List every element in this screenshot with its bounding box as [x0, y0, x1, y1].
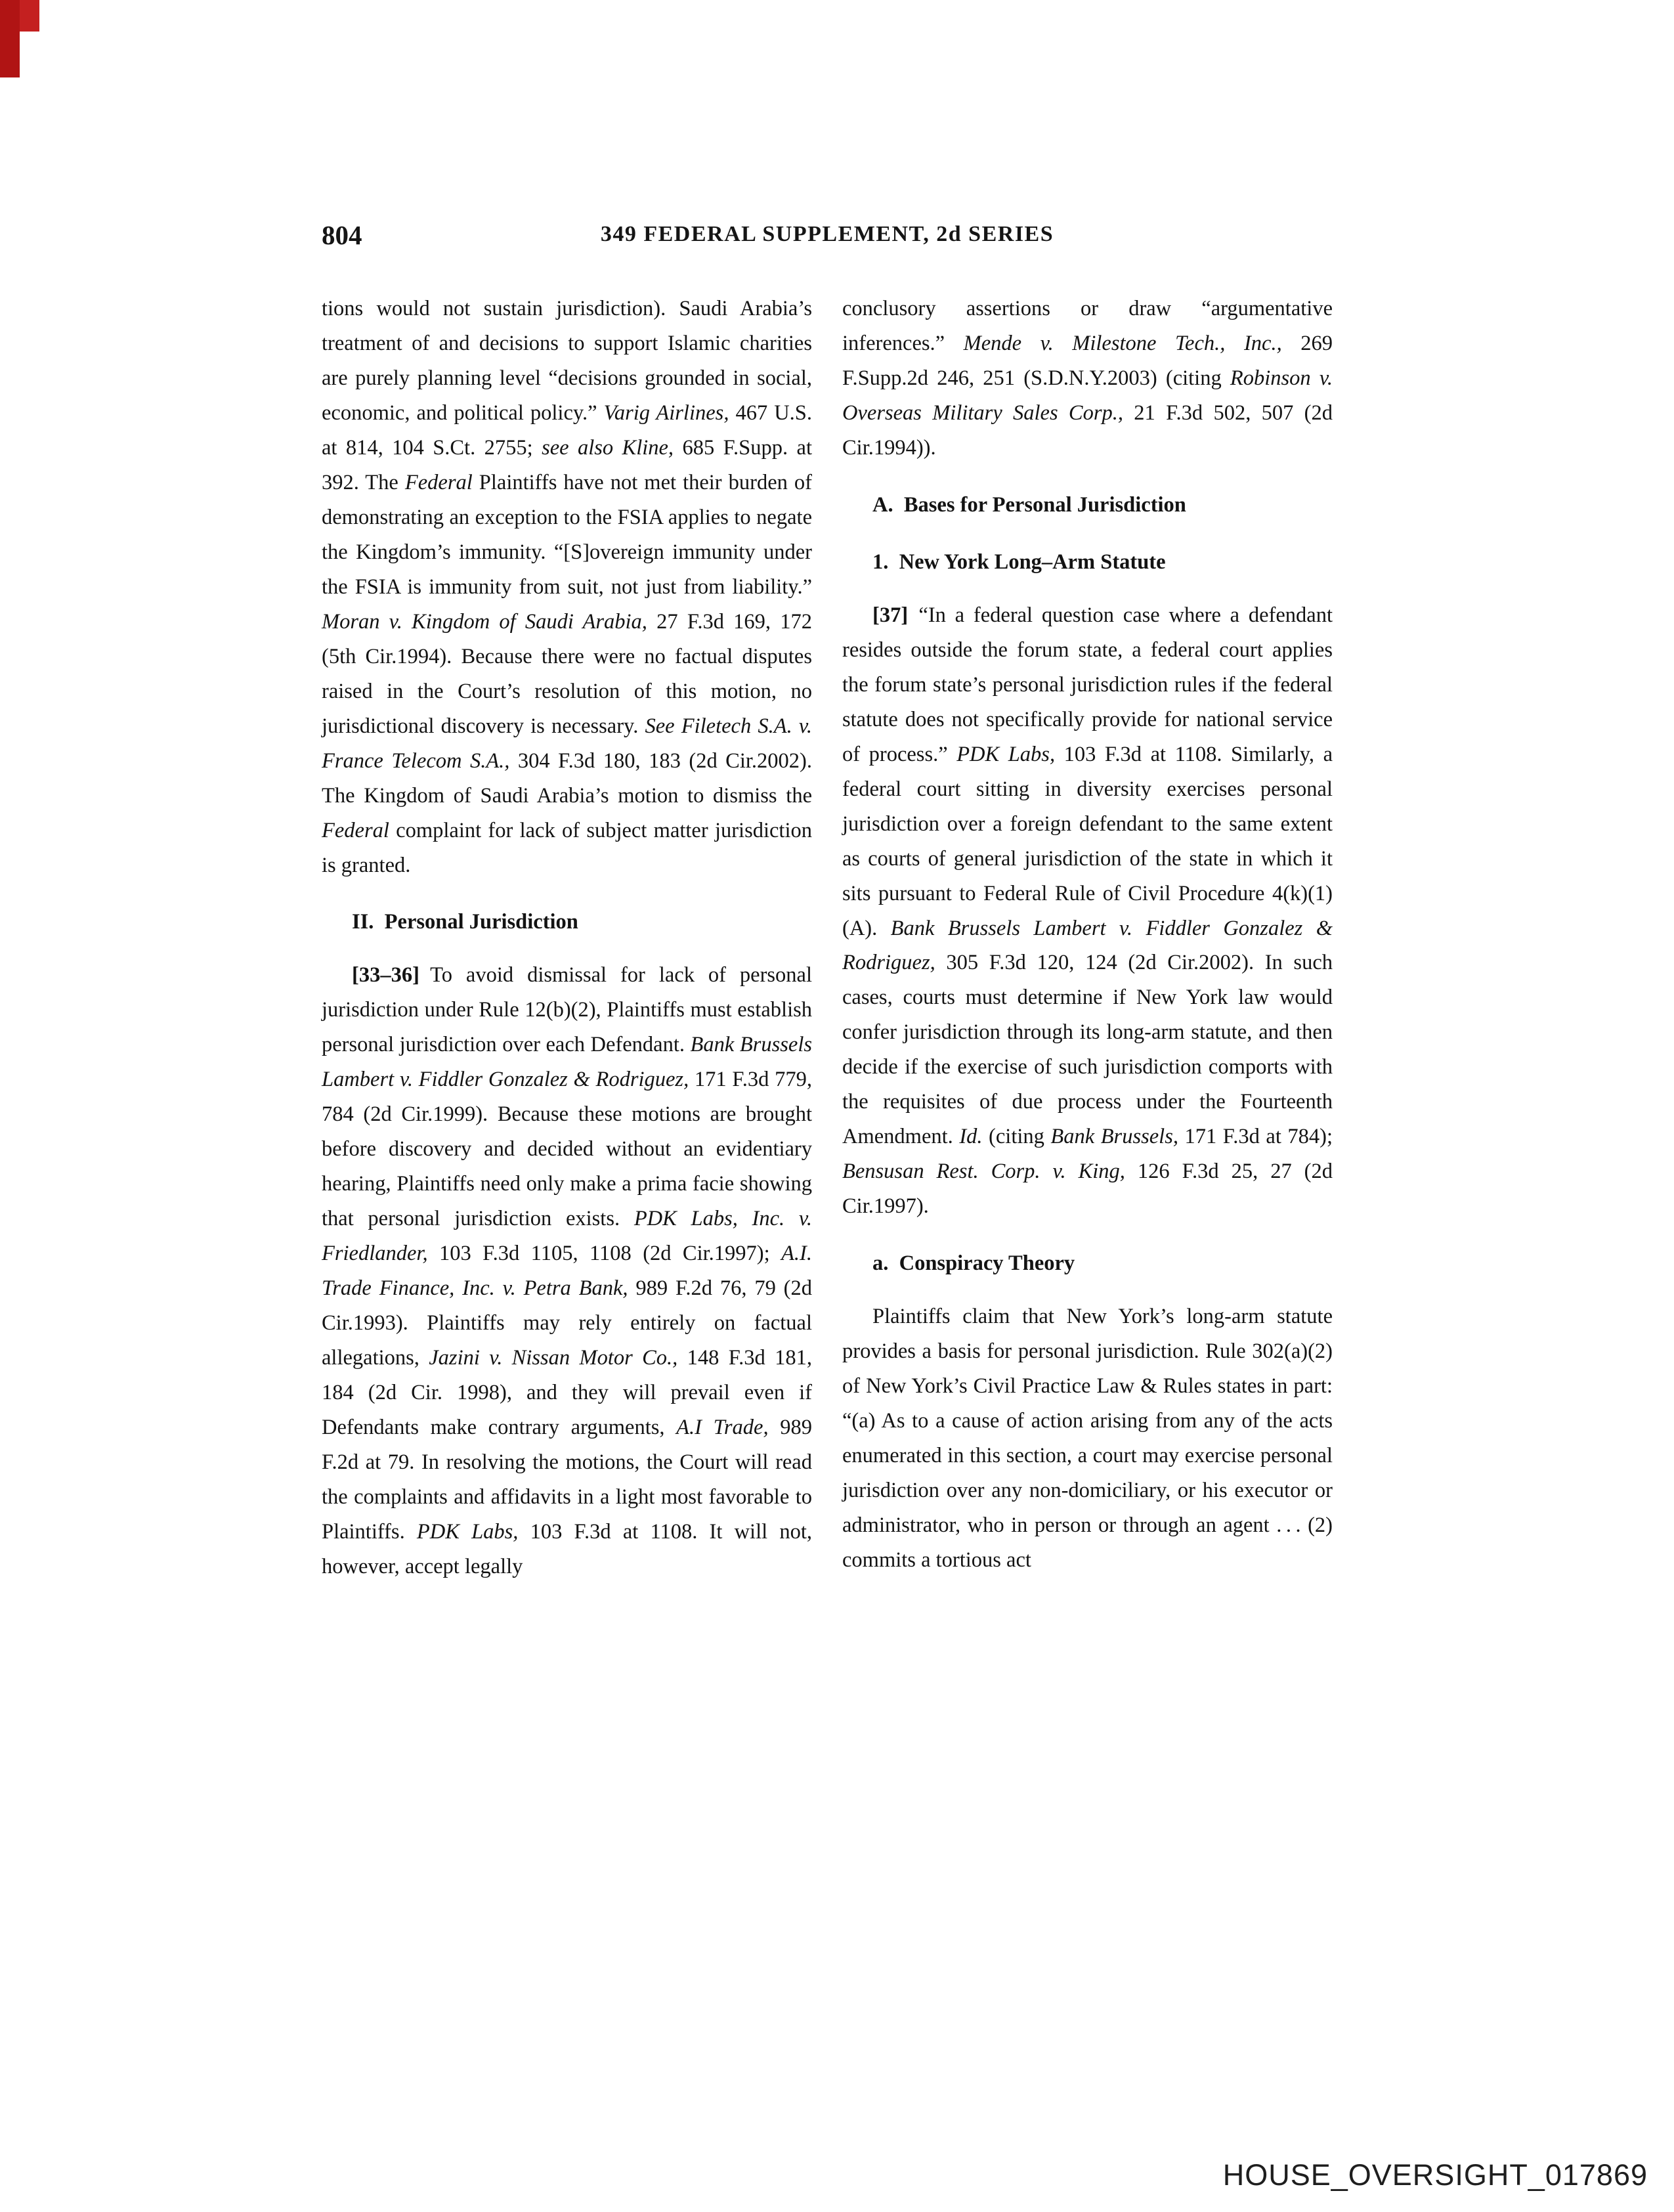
text-run: complaint for lack of subject matter jurisdiction is granted.: [322, 818, 812, 877]
paragraph: [322, 292, 812, 882]
text-run: To avoid dismissal for lack of personal jurisdiction under Rule 12(b)(2), Plaintiffs must establish personal jurisdiction over each Defendant.: [322, 963, 812, 1057]
section-heading: [872, 545, 1333, 580]
text-run: see also Kline,: [542, 435, 674, 460]
text-run: Varig Airlines,: [603, 401, 729, 425]
right-column: [842, 292, 1333, 1578]
text-run: conclusory assertions or draw “argumentative inferences.”: [842, 297, 1333, 355]
text-run: “In a federal question case where a defendant resides outside the forum state, a federal court applies the forum state’s personal jurisdiction rules if the federal statute does not specifically provide for national service of process.”: [842, 603, 1333, 766]
paragraph: [842, 292, 1333, 466]
text-run: 148 F.3d 181, 184 (2d Cir. 1998), and they will prevail even if Defendants make contrary arguments,: [322, 1346, 812, 1440]
text-run: 1. New York Long–Arm Statute: [872, 550, 1166, 574]
text-run: 27 F.3d 169, 172 (5th Cir.1994). Because there were no factual disputes raised in the Court’s resolution of this motion, no jurisdictional discovery is necessary.: [322, 609, 812, 738]
text-run: Mende v. Milestone Tech., Inc.,: [963, 331, 1282, 355]
text-run: 989 F.2d 76, 79 (2d Cir.1993). Plaintiffs may rely entirely on factual allegations,: [322, 1276, 812, 1370]
text-run: 126 F.3d 25, 27 (2d Cir.1997).: [842, 1160, 1333, 1219]
text-run: PDK Labs, Inc. v. Friedlander,: [322, 1207, 812, 1266]
text-run: [37]: [872, 603, 909, 627]
text-run: Bank Brussels Lambert v. Fiddler Gonzalez & Rodriguez,: [842, 916, 1333, 975]
text-run: Robinson v. Overseas Military Sales Corp.,: [842, 366, 1333, 425]
page-header: [322, 219, 1333, 252]
text-run: A.I Trade,: [676, 1416, 769, 1440]
section-heading: [872, 1246, 1333, 1281]
text-run: 305 F.3d 120, 124 (2d Cir.2002). In such cases, courts must determine if New York law would confer jurisdiction through its long-arm statute, and then decide if the exercise of such jurisdiction comports with the requisites of due process under the Fourteenth Amendment.: [842, 951, 1333, 1149]
text-run: Federal: [404, 470, 473, 494]
text-run: (citing: [982, 1125, 1051, 1149]
text-run: Plaintiffs have not met their burden of demonstrating an exception to the FSIA applies to negate the Kingdom’s immunity. “[S]overeign immunity under the FSIA is immunity from suit, not just from liability.”: [322, 470, 812, 599]
text-run: 685 F.Supp. at 392. The: [322, 435, 812, 494]
text-run: 171 F.3d 779, 784 (2d Cir.1999). Because these motions are brought before discovery and decided without an evidentiary hearing, Plaintiffs need only make a prima facie showing that personal jurisdiction exists.: [322, 1068, 812, 1231]
text-run: Bank Brussels Lambert v. Fiddler Gonzalez & Rodriguez,: [322, 1033, 813, 1092]
text-run: 304 F.3d 180, 183 (2d Cir.2002). The Kingdom of Saudi Arabia’s motion to dismiss the: [322, 748, 812, 808]
text-run: tions would not sustain jurisdiction). Saudi Arabia’s treatment of and decisions to support Islamic charities are purely planning level “decisions grounded in social, economic, and political policy.”: [322, 297, 812, 425]
paragraph: [842, 598, 1333, 1224]
left-column: [322, 292, 812, 1584]
text-run: PDK Labs,: [956, 742, 1056, 766]
scan-red-mark-short: [20, 0, 39, 32]
text-run: a. Conspiracy Theory: [872, 1251, 1075, 1276]
text-run: PDK Labs,: [416, 1519, 519, 1544]
text-run: 171 F.3d at 784);: [1178, 1125, 1333, 1149]
text-run: Id.: [959, 1125, 983, 1149]
text-run: 467 U.S. at 814, 104 S.Ct. 2755;: [322, 401, 812, 460]
text-run: Jazini v. Nissan Motor Co.,: [429, 1346, 678, 1370]
text-run: Federal: [322, 818, 389, 842]
text-run: A. Bases for Personal Jurisdiction: [872, 492, 1186, 517]
text-run: 21 F.3d 502, 507 (2d Cir.1994)).: [842, 401, 1333, 460]
page-number: 804: [322, 220, 362, 250]
text-run: 989 F.2d at 79. In resolving the motions, the Court will read the complaints and affidavits in a light most favorable to Plaintiffs.: [322, 1416, 813, 1544]
text-run: 103 F.3d at 1108. It will not, however, accept legally: [322, 1519, 812, 1578]
bates-stamp-number: HOUSE_OVERSIGHT_017869: [1222, 2158, 1648, 2192]
text-run: Bank Brussels,: [1050, 1125, 1178, 1149]
section-heading: [352, 905, 812, 940]
text-run: Plaintiffs claim that New York’s long-arm statute provides a basis for personal jurisdiction. Rule 302(a)(2) of New York’s Civil Practice Law & Rules states in part: “(a) As to a cause of action arising from any of the acts enumerated in this section, a court may exercise personal jurisdiction over any non-domiciliary, or his executor or administrator, who in person or through an agent . . . (2) commits a tortious act: [842, 1305, 1333, 1572]
paragraph: [322, 958, 812, 1584]
paragraph: [842, 1299, 1333, 1578]
text-run: 103 F.3d 1105, 1108 (2d Cir.1997);: [427, 1242, 782, 1266]
text-run: 269 F.Supp.2d 246, 251 (S.D.N.Y.2003) (citing: [842, 331, 1333, 390]
text-columns: [322, 292, 1333, 1584]
text-run: 103 F.3d at 1108. Similarly, a federal court sitting in diversity exercises personal jurisdiction over a foreign defendant to the same extent as courts of general jurisdiction of the state in which it sits pursuant to Federal Rule of Civil Procedure 4(k)(1)(A).: [842, 742, 1333, 940]
scan-red-mark-tall: [0, 0, 20, 77]
text-run: [33–36]: [352, 963, 419, 987]
text-run: See Filetech S.A. v. France Telecom S.A.,: [322, 714, 813, 773]
running-head-title: 349 FEDERAL SUPPLEMENT, 2d SERIES: [600, 222, 1054, 246]
section-heading: [872, 488, 1333, 523]
text-run: Moran v. Kingdom of Saudi Arabia,: [322, 609, 647, 634]
text-run: Bensusan Rest. Corp. v. King,: [842, 1160, 1125, 1184]
text-run: A.I. Trade Finance, Inc. v. Petra Bank,: [322, 1242, 812, 1301]
text-run: II. Personal Jurisdiction: [352, 910, 578, 934]
